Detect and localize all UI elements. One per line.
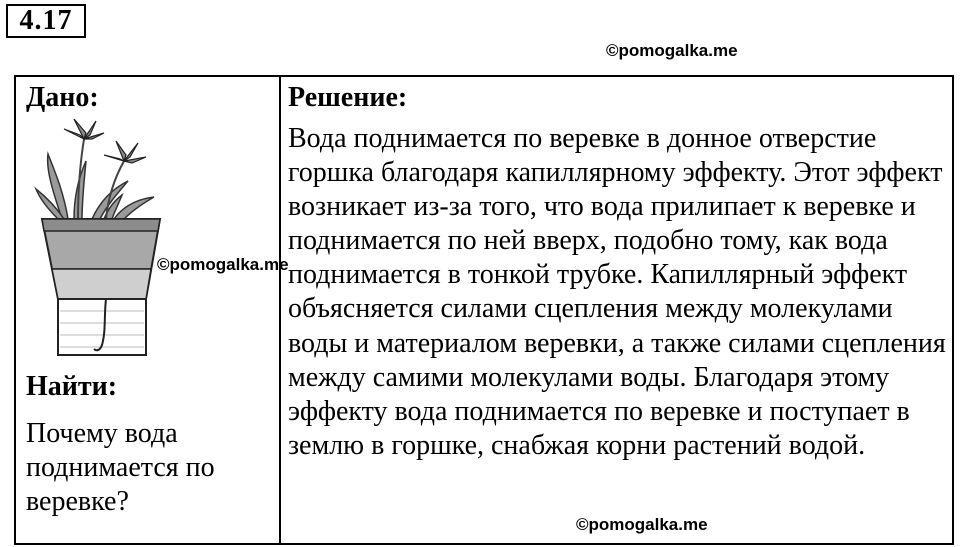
solution-text: Вода поднимается по веревке в донное отверстие горшка благодаря капиллярному эффекту. Этот эффект возникает из-за того, что вода прилипает к веревке и поднимается по ней вверх, подобно тому, как вода поднимается в тонкой трубке. Капиллярный эффект объясняется силами сцепления между молекулами воды и материалом веревки, а также силами сцепления между самими молекулами воды. Благодаря этому эффекту вода поднимается по веревке и поступает в землю в горшке, снабжая корни растений водой. (288, 123, 946, 461)
column-divider (279, 77, 281, 543)
watermark-top: ©pomogalka.me (606, 41, 738, 60)
given-heading: Дано: (26, 82, 99, 113)
solution-table (14, 75, 954, 545)
solution-heading: Решение: (288, 82, 408, 113)
question-text: Почему вода поднимается по веревке? (26, 418, 215, 517)
plant-pot-icon (34, 119, 174, 359)
find-heading: Найти: (26, 371, 118, 402)
watermark-bottom: ©pomogalka.me (576, 515, 708, 534)
watermark-middle: ©pomogalka.me (157, 255, 289, 274)
problem-number: 4.17 (6, 4, 86, 38)
